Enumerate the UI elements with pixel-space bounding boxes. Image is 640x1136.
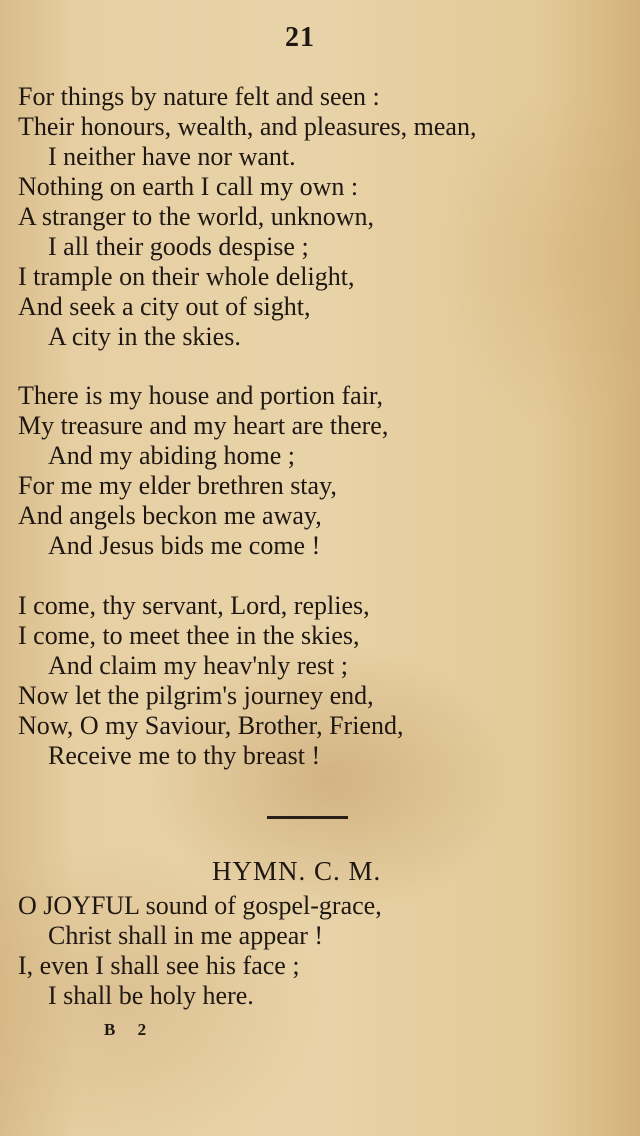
stanza-1 (18, 82, 618, 352)
verse-line: Now let the pilgrim's journey end, (18, 681, 374, 710)
verse-line: I, even I shall see his face ; (18, 951, 300, 980)
verse-line: Christ shall in me appear ! (48, 921, 324, 950)
verse-line: I come, thy servant, Lord, replies, (18, 591, 370, 620)
section-divider (267, 816, 348, 819)
verse-line: And Jesus bids me come ! (48, 531, 321, 560)
verse-line: Nothing on earth I call my own : (18, 172, 359, 201)
verse-line: My treasure and my heart are there, (18, 411, 389, 440)
verse-line: And angels beckon me away, (18, 501, 322, 530)
verse-line: O JOYFUL sound of gospel-grace, (18, 891, 382, 920)
verse-line: I neither have nor want. (48, 142, 296, 171)
signature-mark: B 2 (104, 1020, 156, 1039)
verse-line: For me my elder brethren stay, (18, 471, 337, 500)
hymn-stanza (18, 891, 618, 1011)
verse-line: Receive me to thy breast ! (48, 741, 321, 770)
stanza-3 (18, 591, 618, 771)
verse-line: I all their goods despise ; (48, 232, 309, 261)
verse-line: A city in the skies. (48, 322, 241, 351)
verse-line: Now, O my Saviour, Brother, Friend, (18, 711, 404, 740)
verse-line: I come, to meet thee in the skies, (18, 621, 360, 650)
verse-line: I shall be holy here. (48, 981, 254, 1010)
verse-line: I trample on their whole delight, (18, 262, 355, 291)
hymn-heading: HYMN. C. M. (212, 856, 382, 886)
page-number: 21 (285, 22, 315, 53)
verse-line: And seek a city out of sight, (18, 292, 311, 321)
verse-line: There is my house and portion fair, (18, 381, 384, 410)
verse-line: And claim my heav'nly rest ; (48, 651, 349, 680)
verse-line: Their honours, wealth, and pleasures, mean, (18, 112, 477, 141)
verse-line: For things by nature felt and seen : (18, 82, 380, 111)
verse-line: And my abiding home ; (48, 441, 295, 470)
stanza-2 (18, 381, 618, 561)
verse-line: A stranger to the world, unknown, (18, 202, 375, 231)
